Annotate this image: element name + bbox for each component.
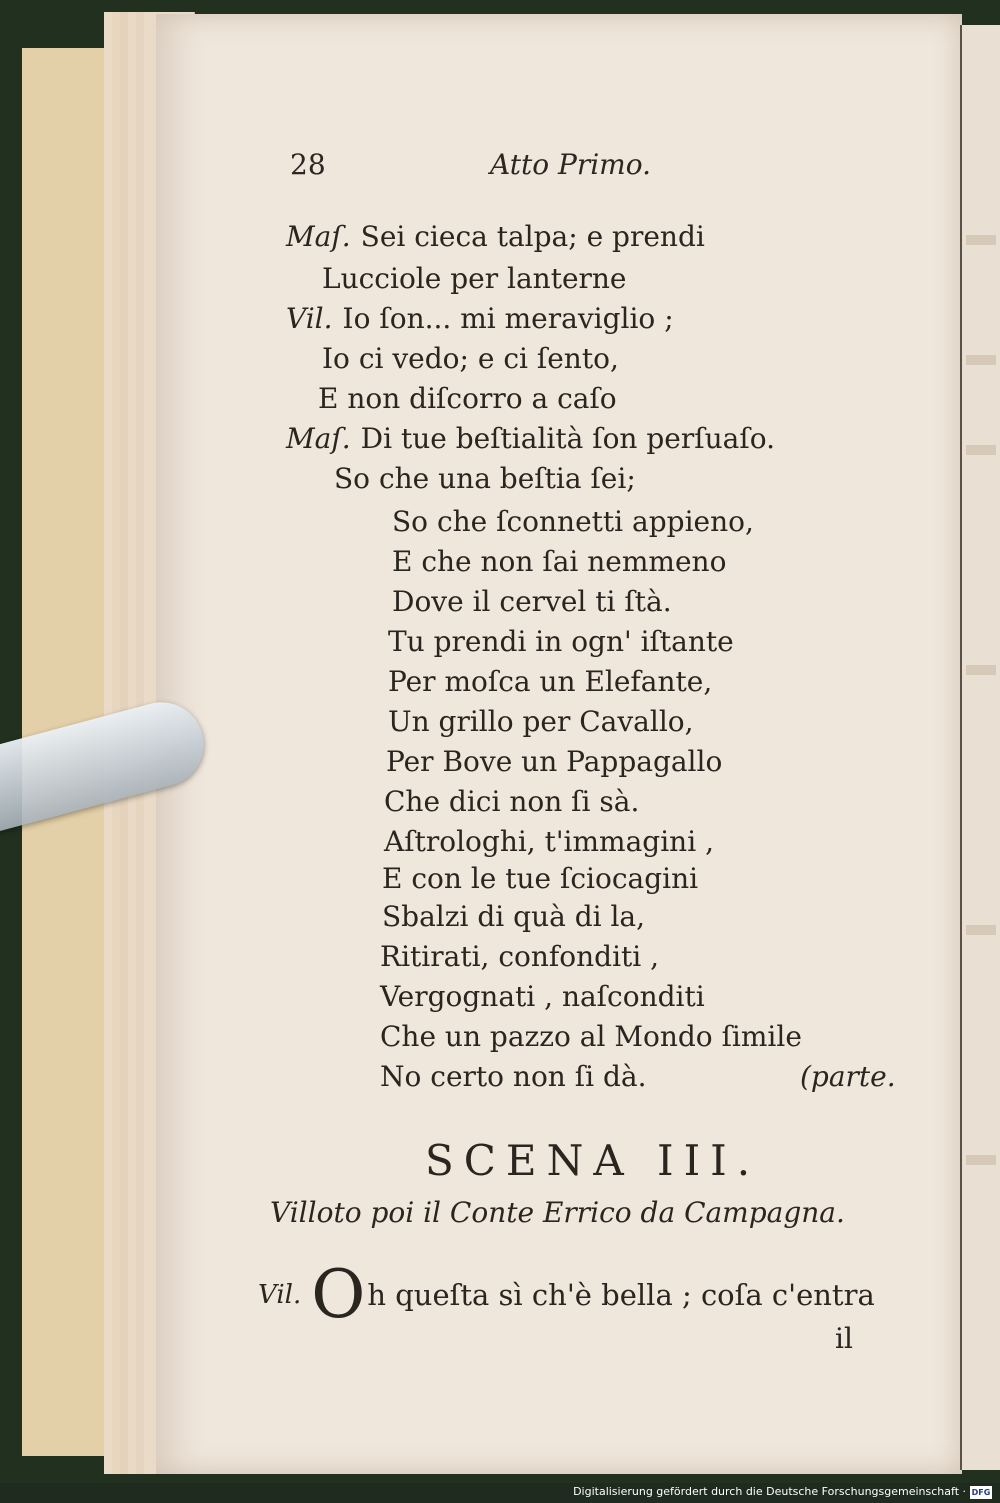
- verse-line: [286, 422, 775, 456]
- verse-line: [384, 785, 639, 819]
- facing-page-edge: [960, 25, 1000, 1470]
- line-text: Io ci vedo; e ci ſento,: [322, 342, 619, 375]
- verse-line: [392, 545, 726, 579]
- line-text: Io ſon... mi meraviglio ;: [342, 302, 674, 335]
- speaker-label: Maſ.: [286, 422, 351, 455]
- verse-line: [386, 745, 722, 779]
- page-header: [290, 148, 690, 188]
- verse-line: [382, 862, 698, 896]
- dfg-logo: DFG: [971, 1488, 991, 1497]
- scene-opening-line: [258, 1256, 875, 1333]
- line-text: Di tue beſtialità ſon perſuaſo.: [360, 422, 775, 455]
- line-text: So che una beſtia ſei;: [334, 462, 636, 495]
- verse-line: [380, 980, 705, 1014]
- verse-line: [380, 1020, 802, 1054]
- verse-line: [392, 585, 672, 619]
- verse-line: [318, 382, 617, 416]
- line-text: Che un pazzo al Mondo ſimile: [380, 1020, 802, 1053]
- speaker-label: Maſ.: [286, 220, 351, 253]
- speaker-label: Vil.: [286, 302, 333, 335]
- line-text: E con le tue ſciocagini: [382, 862, 699, 895]
- stage-direction: (parte.: [800, 1060, 896, 1093]
- line-text: Aſtrologhi, t'immagini ,: [384, 825, 714, 858]
- verse-line: [384, 825, 714, 859]
- line-text: E che non ſai nemmeno: [392, 545, 727, 578]
- verse-line: [286, 220, 705, 254]
- line-text: Vergognati , naſconditi: [380, 980, 705, 1013]
- line-text: Sbalzi di quà di la,: [382, 900, 646, 933]
- line-text: Tu prendi in ogn' iſtante: [388, 625, 734, 658]
- verse-line: [380, 1060, 646, 1094]
- verse-line: [388, 705, 694, 739]
- line-text: Che dici non ſi sà.: [384, 785, 640, 818]
- verse-line: [322, 262, 627, 296]
- running-head: Atto Primo.: [490, 148, 651, 181]
- verse-line: [388, 665, 712, 699]
- line-text: Per moſca un Elefante,: [388, 665, 713, 698]
- verse-line: [392, 505, 754, 539]
- verse-line: [382, 900, 645, 934]
- line-text: No certo non ſi dà.: [380, 1060, 647, 1093]
- line-text: h queſta sì ch'è bella ; coſa c'entra: [367, 1278, 875, 1312]
- verse-line: [286, 302, 674, 336]
- verse-line: [380, 940, 659, 974]
- line-text: Per Bove un Pappagallo: [386, 745, 723, 778]
- line-text: Un grillo per Cavallo,: [388, 705, 694, 738]
- line-text: Dove il cervel ti ſtà.: [392, 585, 672, 618]
- speaker-label: Vil.: [258, 1280, 302, 1310]
- catchword: il: [835, 1322, 853, 1355]
- verse-line: [388, 625, 734, 659]
- line-text: Sei cieca talpa; e prendi: [360, 220, 705, 253]
- scene-title: SCENA III.: [425, 1136, 761, 1185]
- drop-cap: O: [311, 1256, 366, 1333]
- funding-note: Digitalisierung gefördert durch die Deutsche Forschungsgemeinschaft ·: [573, 1485, 966, 1498]
- verse-line: [334, 462, 636, 496]
- line-text: So che ſconnetti appieno,: [392, 505, 754, 538]
- line-text: Ritirati, confonditi ,: [380, 940, 660, 973]
- page-number: 28: [290, 148, 326, 181]
- scene-subtitle: Villoto poi il Conte Errico da Campagna.: [270, 1196, 845, 1229]
- line-text: Lucciole per lanterne: [322, 262, 627, 295]
- line-text: E non diſcorro a caſo: [318, 382, 617, 415]
- verse-line: [322, 342, 619, 376]
